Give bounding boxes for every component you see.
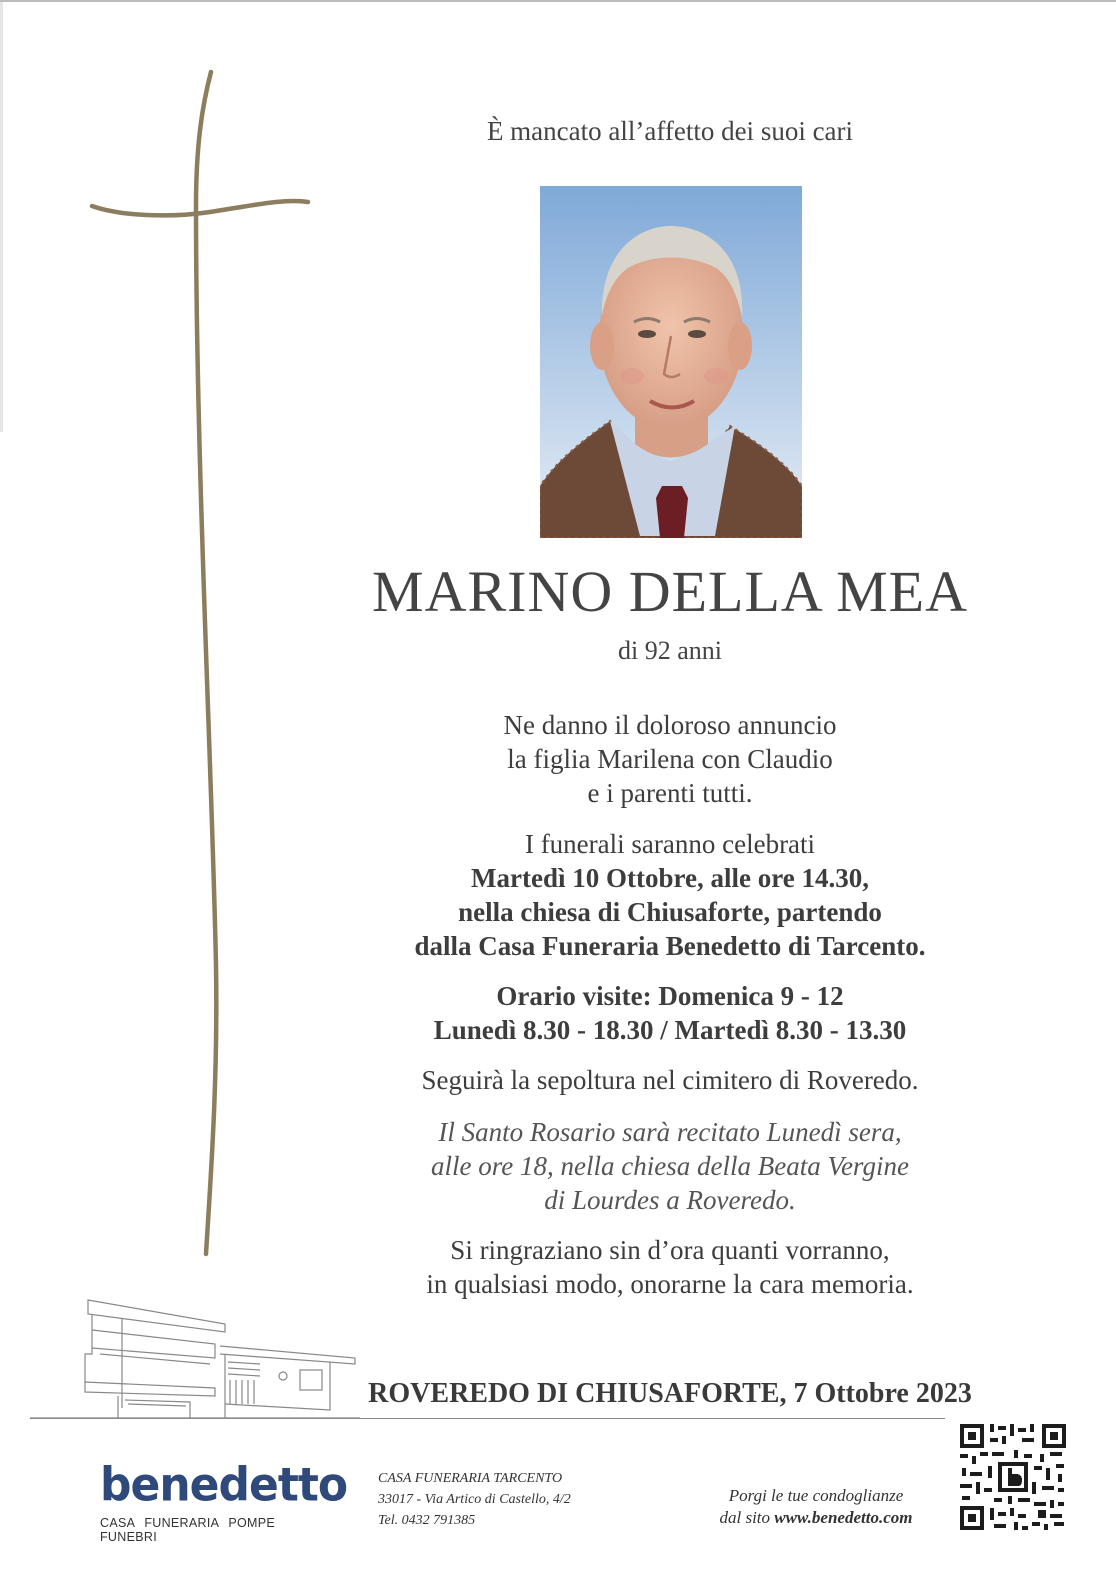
place-date: ROVEREDO DI CHIUSAFORTE, 7 Ottobre 2023: [368, 1378, 972, 1409]
rosary-line: di Lourdes a Roveredo.: [544, 1185, 796, 1215]
condolences-prefix: dal sito: [719, 1508, 775, 1527]
address-line: Tel. 0432 791385: [378, 1513, 476, 1528]
burial-text: Seguirà la sepoltura nel cimitero di Roveredo.: [421, 1065, 919, 1095]
building-icon: [30, 1292, 360, 1422]
rosary-line: Il Santo Rosario sarà recitato Lunedì sera,: [438, 1117, 902, 1147]
funeral-intro: I funerali saranno celebrati: [524, 829, 816, 859]
address-line: CASA FUNERARIA TARCENTO: [378, 1471, 563, 1486]
logo-subtitle: CASA FUNERARIA POMPE FUNEBRI: [100, 1516, 275, 1544]
rosary-info: [340, 1115, 1000, 1217]
qr-code[interactable]: [958, 1422, 1068, 1532]
condolences-line: Porgi le tue condoglianze: [728, 1486, 904, 1505]
top-border: [0, 0, 1116, 2]
announcement-line: la figlia Marilena con Claudio: [507, 744, 833, 774]
thanks-text: [340, 1233, 1000, 1301]
company-logo: [100, 1458, 348, 1544]
funeral-info: [340, 827, 1000, 963]
website-link[interactable]: www.benedetto.com: [774, 1508, 913, 1527]
thanks-line: Si ringraziano sin d’ora quanti vorranno,: [450, 1235, 890, 1265]
portrait-photo: [540, 186, 802, 538]
logo-wordmark: benedetto: [100, 1458, 348, 1513]
deceased-name: MARINO DELLA MEA: [372, 559, 968, 624]
announcement: [340, 708, 1000, 810]
left-edge-shade: [0, 2, 3, 432]
announcement-line: Ne danno il doloroso annuncio: [503, 710, 837, 740]
visiting-hours: [340, 979, 1000, 1047]
funeral-detail: Martedì 10 Ottobre, alle ore 14.30,: [471, 863, 869, 893]
thanks-line: in qualsiasi modo, onorarne la cara memoria.: [426, 1269, 914, 1299]
visits-line: Lunedì 8.30 - 18.30 / Martedì 8.30 - 13.30: [433, 1015, 907, 1045]
visits-line: Orario visite: Domenica 9 - 12: [496, 981, 844, 1011]
funeral-detail: dalla Casa Funeraria Benedetto di Tarcento.: [414, 931, 926, 961]
rosary-line: alle ore 18, nella chiesa della Beata Vergine: [431, 1151, 909, 1181]
announcement-line: e i parenti tutti.: [587, 778, 753, 808]
footer-divider: [30, 1418, 945, 1419]
condolences-note: [700, 1485, 932, 1529]
intro-text: È mancato all’affetto dei suoi cari: [486, 116, 854, 146]
deceased-age: di 92 anni: [618, 636, 722, 665]
funeral-detail: nella chiesa di Chiusaforte, partendo: [458, 897, 882, 927]
address-line: 33017 - Via Artico di Castello, 4/2: [378, 1492, 571, 1507]
cross-icon: [80, 66, 320, 1266]
company-address: [378, 1468, 571, 1531]
